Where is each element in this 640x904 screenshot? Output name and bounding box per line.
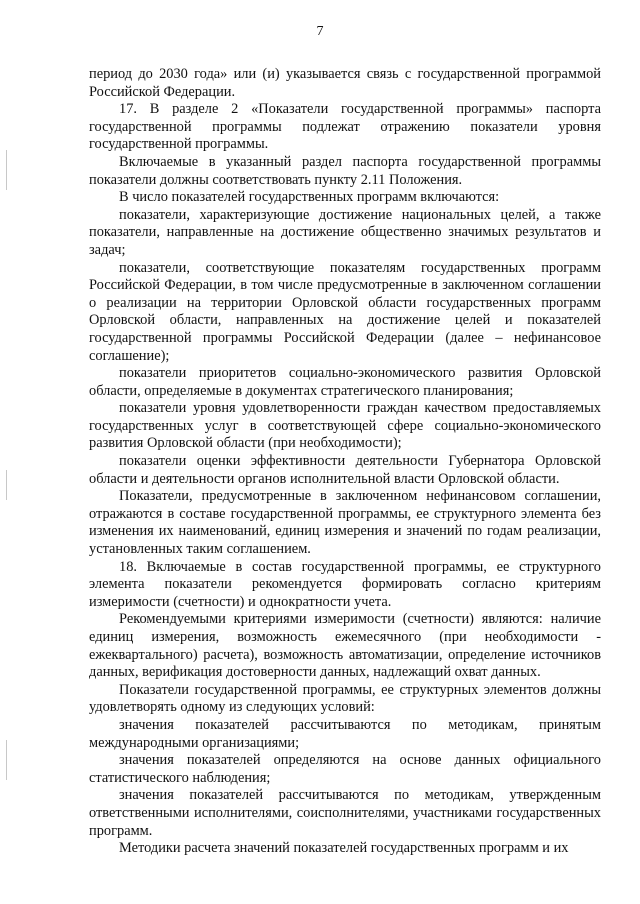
paragraph: 18. Включаемые в состав государственной программы, ее структурного элемента показатели рекомендуется формировать согласно критериям измеримости (счетности) и однократности учета. [89, 558, 601, 610]
paragraph: значения показателей рассчитываются по методикам, принятым международными организациями; [89, 716, 601, 751]
paragraph: показатели уровня удовлетворенности граждан качеством предоставляемых государственных услуг в соответствующей сфере социально-экономического развития Орловской области (при необходимости); [89, 400, 601, 452]
page-number: 7 [316, 24, 324, 39]
paragraph: 17. В разделе 2 «Показатели государственной программы» паспорта государственной программы подлежат отражению показатели уровня государственной программы. [89, 101, 601, 153]
paragraph: показатели приоритетов социально-экономического развития Орловской области, определяемые в документах стратегического планирования; [89, 365, 601, 399]
paragraph: Методики расчета значений показателей государственных программ и их [119, 840, 569, 857]
scan-edge-mark [6, 150, 7, 190]
paragraph: Показатели государственной программы, ее структурных элементов должны удовлетворять одному из следующих условий: [89, 681, 601, 716]
document-body [89, 66, 601, 858]
paragraph: показатели, соответствующие показателям государственных программ Российской Федерации, в том числе предусмотренные в заключенном соглашении о реализации на территории Орловской области государственных программ Орловской области, направленных на достижение целей и показателей государственной программы Российской Федерации (далее – нефинансовое соглашение); [89, 259, 601, 364]
paragraph: Показатели, предусмотренные в заключенном нефинансовом соглашении, отражаются в составе государственной программы, ее структурного элемента без изменения их наименований, единиц измерения и значений по годам реализации, установленных таким соглашением. [89, 488, 601, 558]
paragraph: значения показателей рассчитываются по методикам, утвержденным ответственными исполнителями, соисполнителями, участниками государственных программ. [89, 787, 601, 839]
scan-edge-mark [6, 740, 7, 780]
paragraph: Рекомендуемыми критериями измеримости (счетности) являются: наличие единиц измерения, возможность ежемесячного (при необходимости - ежеквартального) расчета), возможность автоматизации, определение источников данных, верификация достоверности данных, надлежащий охват данных. [89, 611, 601, 681]
paragraph: значения показателей определяются на основе данных официального статистического наблюдения; [89, 752, 601, 786]
paragraph: показатели оценки эффективности деятельности Губернатора Орловской области и деятельности органов исполнительной власти Орловской области. [89, 453, 601, 487]
scan-edge-mark [6, 470, 7, 500]
paragraph: Включаемые в указанный раздел паспорта государственной программы показатели должны соответствовать пункту 2.11 Положения. [89, 153, 601, 188]
paragraph: В число показателей государственных программ включаются: [119, 189, 500, 206]
paragraph: показатели, характеризующие достижение национальных целей, а также показатели, направленные на достижение общественно значимых результатов и задач; [89, 206, 601, 258]
paragraph: период до 2030 года» или (и) указывается связь с государственной программой Российской Федерации. [89, 66, 601, 100]
